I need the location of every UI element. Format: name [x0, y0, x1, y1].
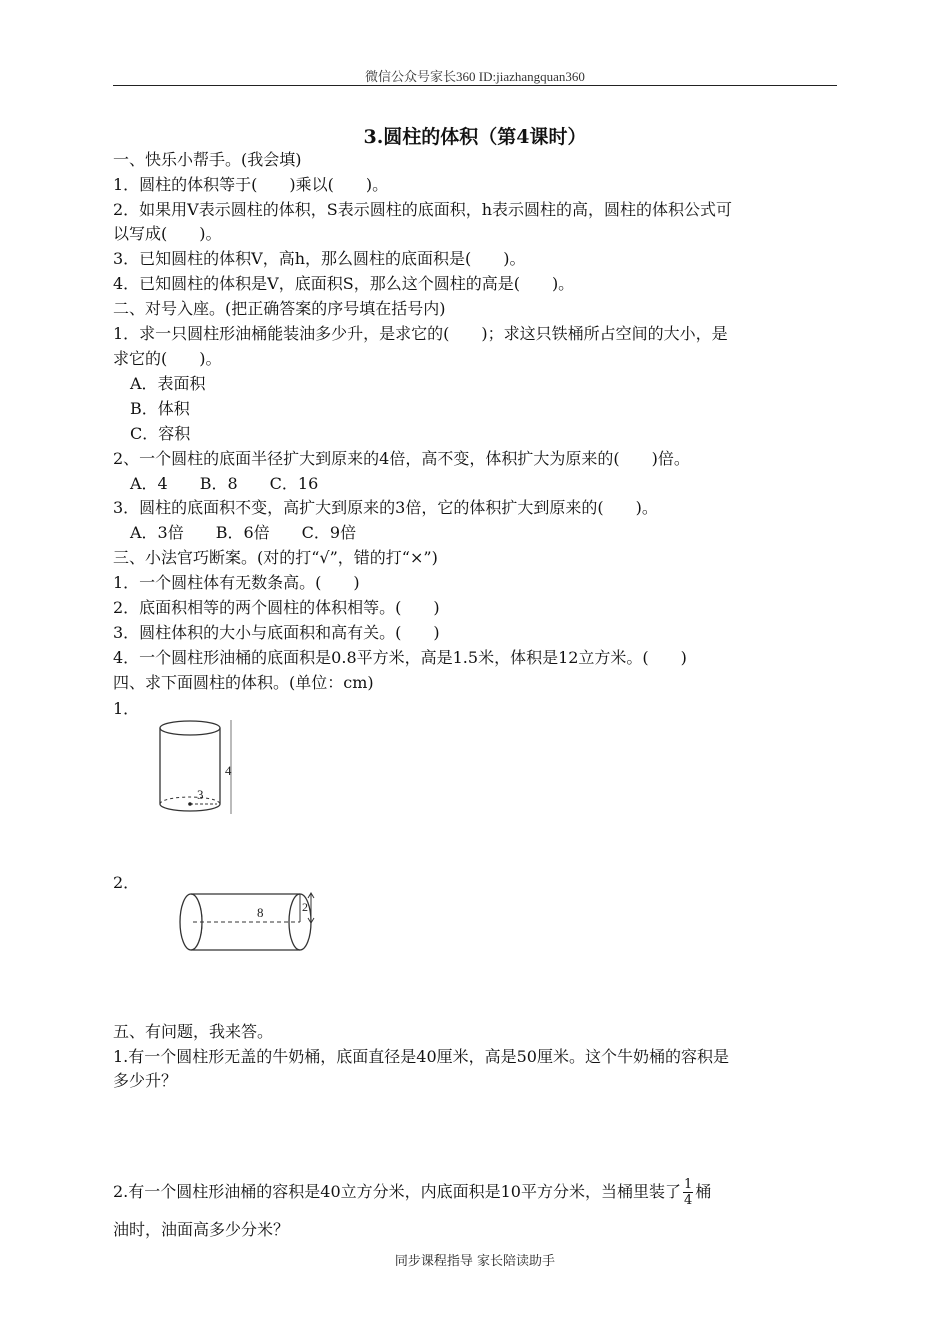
section3-q1: 1．一个圆柱体有无数条高。( ) [113, 573, 360, 592]
section2-q1-line1: 1．求一只圆柱形油桶能装油多少升，是求它的( )；求这只铁桶所占空间的大小，是 [113, 324, 728, 343]
page-header: 微信公众号家长360 ID:jiazhangquan360 [365, 69, 585, 84]
section4-heading: 四、求下面圆柱的体积。(单位：cm) [113, 673, 374, 692]
section2-q1-option-c: C．容积 [130, 424, 191, 443]
section2-q2: 2、一个圆柱的底面半径扩大到原来的4倍，高不变，体积扩大为原来的( )倍。 [113, 449, 690, 468]
figure1-label: 1． [113, 699, 140, 718]
section5-q2-line1 [113, 1177, 711, 1208]
page-footer: 同步课程指导 家长陪读助手 [394, 1254, 556, 1269]
one-quarter-fraction [683, 1177, 693, 1208]
section2-q1-option-b: B．体积 [130, 399, 190, 418]
section1-q3: 3．已知圆柱的体积V，高h，那么圆柱的底面积是( )。 [113, 249, 526, 268]
page-title: 3.圆柱的体积（第4课时） [363, 126, 587, 148]
section5-q2-line2: 油时，油面高多少分米？ [113, 1220, 290, 1239]
section1-q2-line2: 以写成( )。 [113, 224, 222, 243]
section2-q3-options: A．3倍 B．6倍 C．9倍 [130, 523, 357, 542]
section3-q4: 4．一个圆柱形油桶的底面积是0.8平方米，高是1.5米，体积是12立方米。( ) [113, 648, 687, 667]
section5-heading: 五、有问题，我来答。 [113, 1022, 274, 1041]
section2-heading: 二、对号入座。(把正确答案的序号填在括号内) [113, 299, 446, 318]
section5-q2-text-after: 桶 [695, 1182, 712, 1201]
section1-heading: 一、快乐小帮手。(我会填) [113, 150, 302, 169]
figure2-label: 2． [113, 873, 140, 892]
fraction-numerator: 1 [684, 1177, 693, 1192]
figure1-radius-label: 3 [197, 787, 204, 802]
figure1-height-label: 4 [225, 763, 232, 778]
section5-q1-line2: 多少升？ [113, 1071, 178, 1090]
section2-q3: 3．圆柱的底面积不变，高扩大到原来的3倍，它的体积扩大到原来的( )。 [113, 498, 658, 517]
figure2-radius-label: 2 [302, 900, 308, 914]
fraction-denominator: 4 [684, 1193, 693, 1208]
section1-q1: 1．圆柱的体积等于( )乘以( )。 [113, 175, 389, 194]
section5-q2-text-before: 2.有一个圆柱形油桶的容积是40立方分米，内底面积是10平方分米，当桶里装了 [113, 1182, 681, 1201]
header-divider [113, 85, 837, 86]
section2-q1-option-a: A．表面积 [130, 374, 206, 393]
section2-q2-options: A．4 B．8 C．16 [130, 474, 319, 493]
figure2-length-label: 8 [257, 905, 264, 920]
section2-q1-line2: 求它的( )。 [113, 349, 222, 368]
section3-q2: 2．底面积相等的两个圆柱的体积相等。( ) [113, 598, 440, 617]
section1-q2-line1: 2．如果用V表示圆柱的体积，S表示圆柱的底面积，h表示圆柱的高，圆柱的体积公式可 [113, 200, 733, 219]
section3-heading: 三、小法官巧断案。(对的打“√”，错的打“×”) [113, 548, 438, 567]
section3-q3: 3．圆柱体积的大小与底面积和高有关。( ) [113, 623, 440, 642]
section5-q1-line1: 1.有一个圆柱形无盖的牛奶桶，底面直径是40厘米，高是50厘米。这个牛奶桶的容积是 [113, 1047, 729, 1066]
horizontal-cylinder-figure [176, 890, 326, 954]
vertical-cylinder-figure [155, 718, 245, 818]
section1-q4: 4．已知圆柱的体积是V，底面积S，那么这个圆柱的高是( )。 [113, 274, 575, 293]
